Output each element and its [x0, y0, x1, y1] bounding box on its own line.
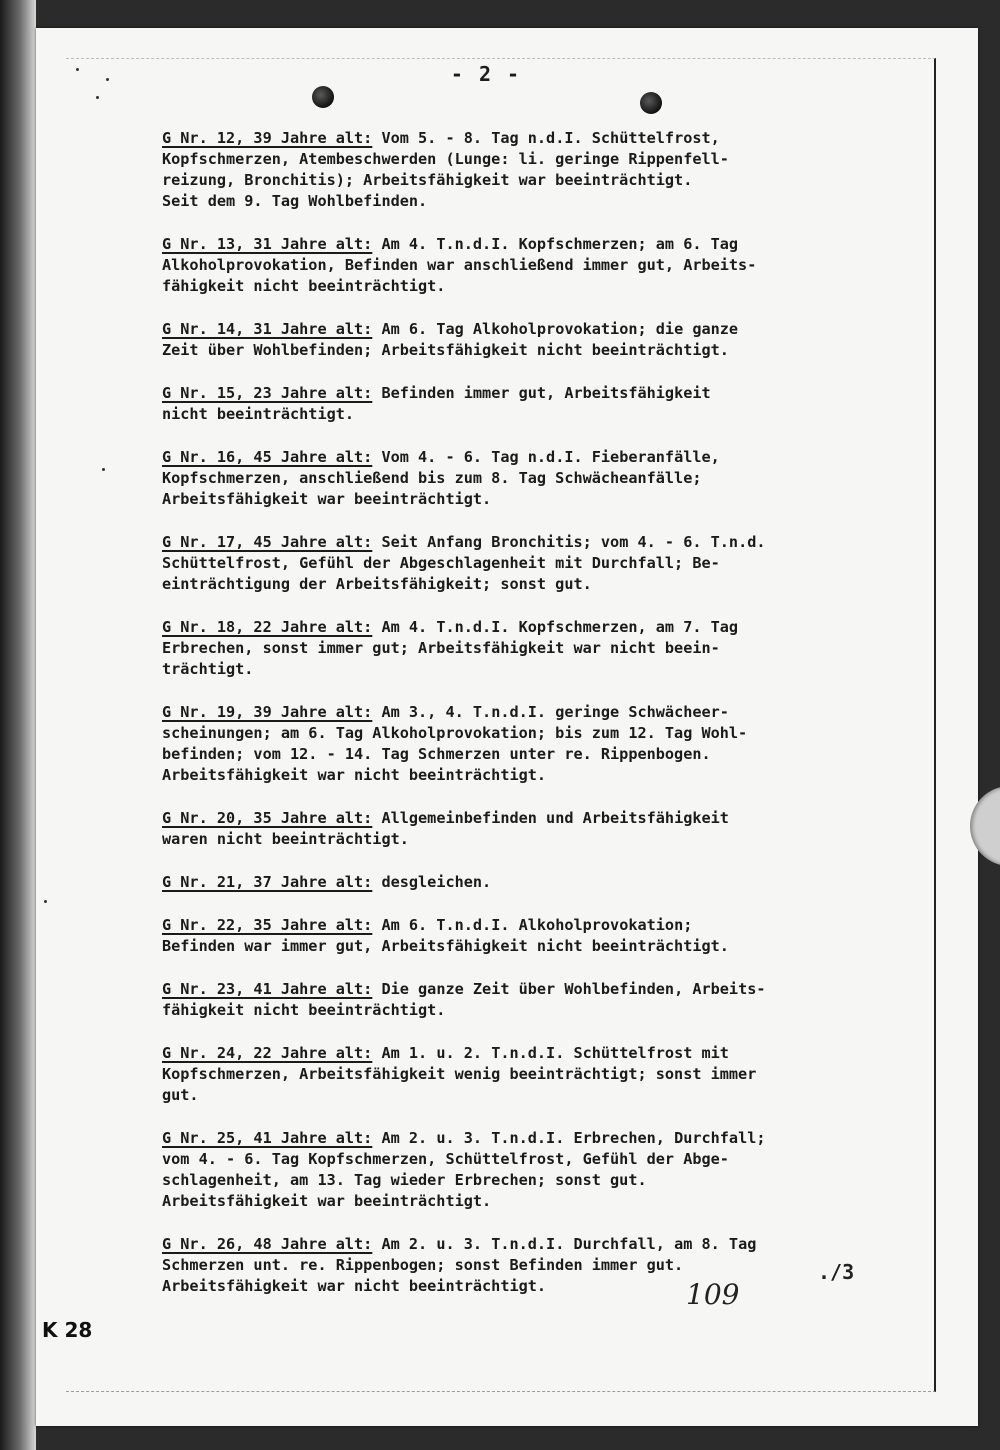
entry-heading: G Nr. 18, 22 Jahre alt:: [162, 618, 373, 636]
entry-text: Arbeitsfähigkeit war nicht beeinträchtigt.: [162, 1277, 547, 1295]
entry-text: Am 6. T.n.d.I. Alkoholprovokation;: [381, 916, 693, 934]
entry-line: [162, 234, 942, 255]
entry-line: [162, 574, 942, 595]
entry-line: [162, 191, 942, 212]
entry-line: [162, 936, 942, 957]
entry-text: Befinden war immer gut, Arbeitsfähigkeit nicht beeinträchtigt.: [162, 937, 729, 955]
entry-line: [162, 553, 942, 574]
entry-line: [162, 659, 942, 680]
patient-entry: [162, 319, 942, 361]
entry-text: Arbeitsfähigkeit war nicht beeinträchtigt.: [162, 766, 547, 784]
page-number: - 2 -: [450, 62, 522, 86]
entry-text: Arbeitsfähigkeit war beeinträchtigt.: [162, 490, 492, 508]
entry-line: [162, 1064, 942, 1085]
entry-text: Alkoholprovokation, Befinden war anschließend immer gut, Arbeits-: [162, 256, 757, 274]
entry-line: [162, 1191, 942, 1212]
entry-line: [162, 319, 942, 340]
entry-text: Kopfschmerzen, anschließend bis zum 8. Tag Schwächeanfälle;: [162, 469, 702, 487]
entry-line: [162, 383, 942, 404]
ink-speck: [44, 900, 47, 903]
entry-line: [162, 170, 942, 191]
patient-entry: [162, 915, 942, 957]
entry-line: [162, 1043, 942, 1064]
entry-text: Am 6. Tag Alkoholprovokation; die ganze: [381, 320, 739, 338]
entry-text: Die ganze Zeit über Wohlbefinden, Arbeits-: [381, 980, 766, 998]
entry-line: [162, 1128, 942, 1149]
entry-line: [162, 447, 942, 468]
entry-heading: G Nr. 16, 45 Jahre alt:: [162, 448, 373, 466]
entry-text: Schüttelfrost, Gefühl der Abgeschlagenheit mit Durchfall; Be-: [162, 554, 720, 572]
entry-heading: G Nr. 14, 31 Jahre alt:: [162, 320, 373, 338]
patient-entry: [162, 979, 942, 1021]
entry-line: [162, 489, 942, 510]
entry-text: Kopfschmerzen, Arbeitsfähigkeit wenig beeinträchtigt; sonst immer: [162, 1065, 757, 1083]
entry-text: befinden; vom 12. - 14. Tag Schmerzen unter re. Rippenbogen.: [162, 745, 711, 763]
entry-line: [162, 979, 942, 1000]
entry-text: Kopfschmerzen, Atembeschwerden (Lunge: li. geringe Rippenfell-: [162, 150, 729, 168]
patient-entry: [162, 702, 942, 786]
entry-line: [162, 808, 942, 829]
archive-code: K 28: [42, 1318, 93, 1342]
entry-text: Allgemeinbefinden und Arbeitsfähigkeit: [381, 809, 729, 827]
entry-text: fähigkeit nicht beeinträchtigt.: [162, 1001, 446, 1019]
patient-entries: [162, 128, 942, 1319]
entry-line: [162, 404, 942, 425]
ink-speck: [106, 78, 109, 81]
entry-text: nicht beeinträchtigt.: [162, 405, 355, 423]
entry-heading: G Nr. 17, 45 Jahre alt:: [162, 533, 373, 551]
entry-line: [162, 617, 942, 638]
entry-line: [162, 1234, 942, 1255]
patient-entry: [162, 383, 942, 425]
entry-line: [162, 468, 942, 489]
entry-text: Seit Anfang Bronchitis; vom 4. - 6. T.n.d.: [381, 533, 766, 551]
entry-text: fähigkeit nicht beeinträchtigt.: [162, 277, 446, 295]
ink-speck: [102, 468, 105, 471]
ink-speck: [96, 96, 99, 99]
entry-heading: G Nr. 23, 41 Jahre alt:: [162, 980, 373, 998]
entry-text: Am 3., 4. T.n.d.I. geringe Schwächeer-: [381, 703, 729, 721]
entry-line: [162, 638, 942, 659]
entry-text: Befinden immer gut, Arbeitsfähigkeit: [381, 384, 711, 402]
entry-heading: G Nr. 25, 41 Jahre alt:: [162, 1129, 373, 1147]
entry-line: [162, 1085, 942, 1106]
entry-line: [162, 340, 942, 361]
entry-heading: G Nr. 12, 39 Jahre alt:: [162, 129, 373, 147]
entry-text: gut.: [162, 1086, 199, 1104]
entry-heading: G Nr. 13, 31 Jahre alt:: [162, 235, 373, 253]
patient-entry: [162, 872, 942, 893]
entry-heading: G Nr. 22, 35 Jahre alt:: [162, 916, 373, 934]
entry-heading: G Nr. 21, 37 Jahre alt:: [162, 873, 373, 891]
entry-line: [162, 915, 942, 936]
entry-text: scheinungen; am 6. Tag Alkoholprovokation; bis zum 12. Tag Wohl-: [162, 724, 748, 742]
entry-text: Seit dem 9. Tag Wohlbefinden.: [162, 192, 428, 210]
entry-heading: G Nr. 26, 48 Jahre alt:: [162, 1235, 373, 1253]
entry-line: [162, 276, 942, 297]
entry-text: schlagenheit, am 13. Tag wieder Erbrechen; sonst gut.: [162, 1171, 647, 1189]
entry-text: Arbeitsfähigkeit war beeinträchtigt.: [162, 1192, 492, 1210]
entry-line: [162, 829, 942, 850]
patient-entry: [162, 447, 942, 510]
entry-heading: G Nr. 15, 23 Jahre alt:: [162, 384, 373, 402]
entry-line: [162, 532, 942, 553]
entry-text: Vom 5. - 8. Tag n.d.I. Schüttelfrost,: [381, 129, 720, 147]
entry-line: [162, 1149, 942, 1170]
patient-entry: [162, 234, 942, 297]
entry-line: [162, 1000, 942, 1021]
entry-line: [162, 872, 942, 893]
patient-entry: [162, 1043, 942, 1106]
binding-edge: [0, 0, 36, 1450]
entry-text: Am 4. T.n.d.I. Kopfschmerzen, am 7. Tag: [381, 618, 739, 636]
folio-number: 109: [686, 1278, 740, 1311]
entry-text: einträchtigung der Arbeitsfähigkeit; sonst gut.: [162, 575, 592, 593]
entry-heading: G Nr. 19, 39 Jahre alt:: [162, 703, 373, 721]
entry-line: [162, 128, 942, 149]
patient-entry: [162, 1128, 942, 1212]
entry-text: reizung, Bronchitis); Arbeitsfähigkeit war beeinträchtigt.: [162, 171, 693, 189]
punch-hole-right: [640, 92, 662, 114]
punch-hole-left: [312, 86, 334, 108]
entry-line: [162, 765, 942, 786]
entry-line: [162, 744, 942, 765]
entry-text: Erbrechen, sonst immer gut; Arbeitsfähigkeit war nicht beein-: [162, 639, 720, 657]
patient-entry: [162, 128, 942, 212]
entry-text: Am 4. T.n.d.I. Kopfschmerzen; am 6. Tag: [381, 235, 739, 253]
patient-entry: [162, 808, 942, 850]
entry-line: [162, 723, 942, 744]
entry-text: Am 2. u. 3. T.n.d.I. Erbrechen, Durchfall;: [381, 1129, 766, 1147]
entry-line: [162, 149, 942, 170]
entry-text: Am 1. u. 2. T.n.d.I. Schüttelfrost mit: [381, 1044, 729, 1062]
entry-text: vom 4. - 6. Tag Kopfschmerzen, Schüttelfrost, Gefühl der Abge-: [162, 1150, 729, 1168]
entry-text: Zeit über Wohlbefinden; Arbeitsfähigkeit nicht beeinträchtigt.: [162, 341, 729, 359]
entry-text: Schmerzen unt. re. Rippenbogen; sonst Befinden immer gut.: [162, 1256, 684, 1274]
entry-text: Am 2. u. 3. T.n.d.I. Durchfall, am 8. Tag: [381, 1235, 757, 1253]
entry-line: [162, 255, 942, 276]
entry-line: [162, 702, 942, 723]
patient-entry: [162, 532, 942, 595]
next-page-reference: ./3: [818, 1260, 855, 1284]
entry-text: Vom 4. - 6. Tag n.d.I. Fieberanfälle,: [381, 448, 720, 466]
entry-text: desgleichen.: [381, 873, 492, 891]
ink-speck: [76, 68, 79, 71]
patient-entry: [162, 617, 942, 680]
document-page: [36, 28, 978, 1426]
entry-heading: G Nr. 24, 22 Jahre alt:: [162, 1044, 373, 1062]
entry-line: [162, 1170, 942, 1191]
entry-heading: G Nr. 20, 35 Jahre alt:: [162, 809, 373, 827]
entry-text: trächtigt.: [162, 660, 254, 678]
entry-text: waren nicht beeinträchtigt.: [162, 830, 409, 848]
